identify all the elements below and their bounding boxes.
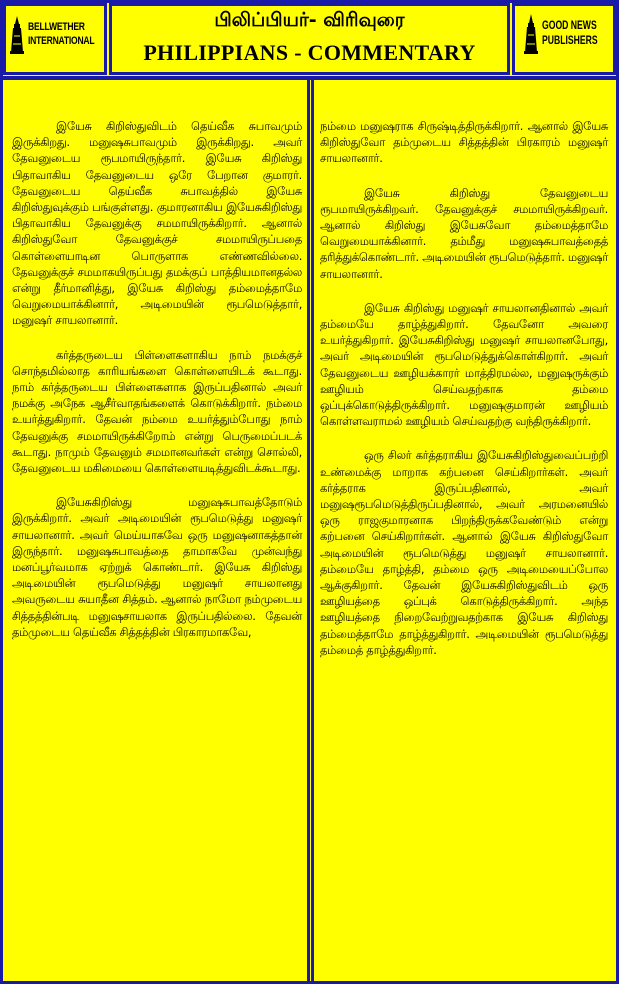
- title-tamil: பிலிப்பியர்- விரிவுரை: [214, 9, 405, 31]
- paragraph: இயேசு கிறிஸ்து தேவனுடைய ரூபமாயிருக்கிறவர். தேவனுக்குச் சமமாயிருக்கிறவர். ஆனால் கிறிஸ்து இயேசுவோ தம்மைத்தாமே வெறுமையாக்கினார். தம்மீது மனுஷசுபாவத்தைத் தரித்துக்கொண்டார். அடிமையின் ரூபமெடுத்தார். மனுஷர் சாயலானார்.: [320, 185, 608, 281]
- paragraph: நம்மை மனுஷராக சிருஷ்டித்திருக்கிறார். ஆனால் இயேசு கிறிஸ்துவோ தம்முடைய சித்தத்தின் பிரகாரம் மனுஷர் சாயலானார்.: [320, 119, 608, 166]
- header: [0, 0, 619, 80]
- tower-icon: [524, 14, 538, 54]
- paragraph: கர்த்தருடைய பிள்ளைகளாகிய நாம் நமக்குச் சொந்தமில்லாத காரியங்களை கொள்ளையிடக் கூடாது. நாம் கர்த்தருடைய பிள்ளைகளாக இருப்பதினால் அவர் நமக்கு அநேக ஆசீர்வாதங்களைக் கொடுக்கிறார். நம்மை உயர்த்துகிறார். தேவன் நம்மை உயர்த்தும்போது நாம் தேவனுக்கு சமமாயிருக்கிறோம் என்று பெருமைப்படக் கூடாது. நாமும் தேவனும் சமமானவர்கள் என்று சொல்லி, தேவனுடைய மகிமையை கொள்ளையடித்துவிடக்கூடாது.: [12, 347, 302, 476]
- paragraph: இயேசு கிறிஸ்து மனுஷர் சாயலானதினால் அவர் தம்மையே தாழ்த்துகிறார். தேவனோ அவரை உயர்த்துகிறார். இயேசுகிறிஸ்து மனுஷர் சாயலானபோது, அவர் அடிமையின் ரூபமெடுத்துக்கொள்கிறார். அவர் தேவனுடைய ஊழியக்காரர் மாத்திரமல்ல, மனுஷருக்கும் ஊழியம் செய்வதற்காக தம்மை ஒப்புக்கொடுத்திருக்கிறார். மனுஷகுமாரன் ஊழியம் கொள்ளவராமல் ஊழியம் செய்வதற்கு வந்திருக்கிறார்.: [320, 300, 608, 429]
- title-english: PHILIPPIANS - COMMENTARY: [143, 40, 476, 65]
- tower-icon: [10, 16, 24, 54]
- column-divider-right: [311, 80, 314, 984]
- bellwether-logo: [8, 16, 98, 56]
- bellwether-line2: INTERNATIONAL: [28, 35, 95, 47]
- good-news-line1: GOOD NEWS: [542, 18, 597, 32]
- left-border: [0, 80, 3, 984]
- column-divider-left: [307, 80, 310, 984]
- paragraph: இயேசுகிறிஸ்து மனுஷசுபாவத்தோடும் இருக்கிறார். அவர் அடிமையின் ரூபமெடுத்து மனுஷர் சாயலானார். அவர் மெய்யாகவே ஒரு மனுஷனாகத்தான் இருந்தார். மனுஷசுபாவத்தை தாமாகவே முன்வந்து மனப்பூர்வமாக ஏற்றுக் கொண்டார். இயேசு கிறிஸ்து அடிமையின் ரூபமெடுத்து மனுஷர் சாயலானது அவருடைய சுயாதீன சித்தம். ஆனால் நாமோ நம்முடைய சித்தத்தின்படி மனுஷசாயலாக இருப்பதில்லை. தேவன் தம்முடைய தெய்வீக சித்தத்தின் பிரகாரமாகவே,: [12, 495, 302, 639]
- left-column: [12, 84, 302, 658]
- paragraph: ஒரு சிலர் கர்த்தராகிய இயேசுகிறிஸ்துவைப்பற்றி உண்மைக்கு மாறாக கற்பனை செய்கிறார்கள். அவர் கர்த்தராக இருப்பதினால், அவர் மனுஷரூபமெடுத்திருப்பதினால், அவர் அரமனையில் ஒரு ராஜகுமாரனாக பிறந்திருக்கவேண்டும் என்று கற்பனை செய்கிறார்கள். ஆனால் இயேசு கிறிஸ்துவோ அடிமையின் ரூபமெடுத்து மனுஷர் சாயலானார். தம்மையே தாழ்த்தி, தம்மை ஒரு அடிமையைப்போல ஆக்குகிறார். தேவன் இயேசுகிறிஸ்துவிடம் ஒரு ஊழியத்தை ஒப்புக் கொடுத்திருக்கிறார். அந்த ஊழியத்தை நிறைவேற்றுவதற்காக இயேசு கிறிஸ்து தம்மைத்தாமே தாழ்த்துகிறார். அடிமையின் ரூபமெடுத்து தம்மைத் தாழ்த்துகிறார்.: [320, 448, 608, 657]
- good-news-logo-text: [542, 18, 598, 48]
- bellwether-line1: BELLWETHER: [28, 21, 85, 33]
- paragraph: இயேசு கிறிஸ்துவிடம் தெய்வீக சுபாவமும் இருக்கிறது. மனுஷசுபாவமும் இருக்கிறது. அவர் தேவனுடைய ரூபமாயிருந்தார். இயேசு கிறிஸ்து பிதாவாகிய தேவனுடைய ஒரே பேறான குமாரர். தேவனுடைய தெய்வீக சுபாவத்தில் இயேசு கிறிஸ்துவுக்கும் பங்குள்ளது. குமாரனாகிய இயேசுகிறிஸ்து பிதாவாகிய தேவனுக்கு சமமாயிருக்கிறார். ஆனால் கிறிஸ்துவோ தேவனுக்குச் சமமாயிருப்பதை கொள்ளையாடின பொருளாக எண்ணவில்லை. தேவனுக்குச் சமமாகயிருப்பது தமக்குப் பாத்தியமானதல்ல என்று தீர்மானித்து, இயேசு கிறிஸ்து தம்மைத்தாமே வெறுமையாக்கினார், அடிமையின் ரூபமெடுத்தார், மனுஷர் சாயலானார்.: [12, 119, 302, 328]
- good-news-logo: [518, 14, 612, 58]
- right-column: [320, 84, 608, 676]
- good-news-line2: PUBLISHERS: [542, 33, 598, 47]
- bellwether-logo-text: [28, 20, 94, 48]
